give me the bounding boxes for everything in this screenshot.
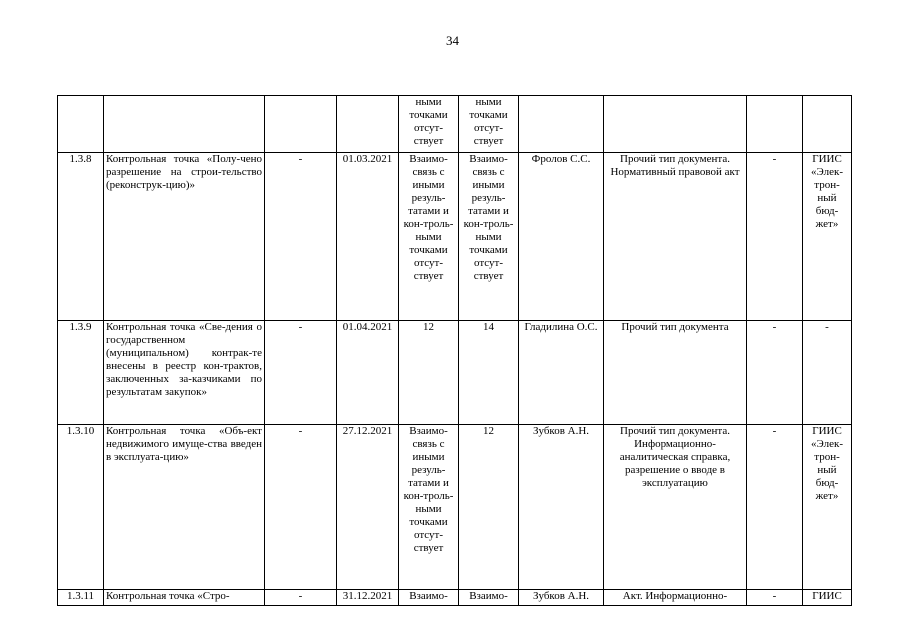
successor-link: Взаимо-связь с иными резуль-татами и кон-троль-ными точками отсут-ствует: [459, 153, 519, 321]
extra-value: -: [747, 425, 803, 590]
document-type: Прочий тип документа. Информационно-аналитическая справка, разрешение о вводе в эксплуатацию: [604, 425, 747, 590]
predecessor-link: Взаимо-связь с иными резуль-татами и кон-троль-ными точками отсут-ствует: [399, 425, 459, 590]
extra-value: [747, 96, 803, 153]
base-value: -: [265, 590, 337, 606]
due-date: 31.12.2021: [337, 590, 399, 606]
successor-link: Взаимо-: [459, 590, 519, 606]
successor-link: 14: [459, 321, 519, 425]
information-system: -: [803, 321, 852, 425]
document-type: Акт. Информационно-: [604, 590, 747, 606]
base-value: -: [265, 425, 337, 590]
table-row: [58, 425, 852, 590]
due-date: 01.04.2021: [337, 321, 399, 425]
table-row: [58, 321, 852, 425]
row-number: 1.3.8: [58, 153, 104, 321]
document-type: Прочий тип документа. Нормативный правовой акт: [604, 153, 747, 321]
information-system: ГИИС «Элек-трон-ный бюд-жет»: [803, 425, 852, 590]
control-point-name: Контрольная точка «Объ-ект недвижимого имуще-ства введен в эксплуата-цию»: [104, 425, 265, 590]
control-points-table: [57, 95, 852, 606]
control-point-name: Контрольная точка «Полу-чено разрешение на строи-тельство (реконструк-цию)»: [104, 153, 265, 321]
table-row: [58, 590, 852, 606]
information-system: ГИИС: [803, 590, 852, 606]
predecessor-link: Взаимо-связь с иными резуль-татами и кон-троль-ными точками отсут-ствует: [399, 153, 459, 321]
row-number: [58, 96, 104, 153]
executor: Зубков А.Н.: [519, 425, 604, 590]
extra-value: -: [747, 321, 803, 425]
document-type: [604, 96, 747, 153]
row-number: 1.3.11: [58, 590, 104, 606]
extra-value: -: [747, 153, 803, 321]
executor: Фролов С.С.: [519, 153, 604, 321]
control-point-name: Контрольная точка «Све-дения о государственном (муниципальном) контрак-те внесены в реестр кон-трактов, заключенных за-казчиками по результатам закупок»: [104, 321, 265, 425]
predecessor-link: 12: [399, 321, 459, 425]
due-date: [337, 96, 399, 153]
base-value: -: [265, 321, 337, 425]
base-value: -: [265, 153, 337, 321]
row-number: 1.3.10: [58, 425, 104, 590]
successor-link: ными точками отсут-ствует: [459, 96, 519, 153]
predecessor-link: Взаимо-: [399, 590, 459, 606]
table-row: [58, 153, 852, 321]
executor: [519, 96, 604, 153]
table-row: [58, 96, 852, 153]
executor: Гладилина О.С.: [519, 321, 604, 425]
base-value: [265, 96, 337, 153]
control-point-name: Контрольная точка «Стро-: [104, 590, 265, 606]
predecessor-link: ными точками отсут-ствует: [399, 96, 459, 153]
due-date: 01.03.2021: [337, 153, 399, 321]
information-system: ГИИС «Элек-трон-ный бюд-жет»: [803, 153, 852, 321]
executor: Зубков А.Н.: [519, 590, 604, 606]
control-point-name: [104, 96, 265, 153]
page-number: 34: [446, 33, 459, 48]
information-system: [803, 96, 852, 153]
document-type: Прочий тип документа: [604, 321, 747, 425]
extra-value: -: [747, 590, 803, 606]
successor-link: 12: [459, 425, 519, 590]
due-date: 27.12.2021: [337, 425, 399, 590]
row-number: 1.3.9: [58, 321, 104, 425]
